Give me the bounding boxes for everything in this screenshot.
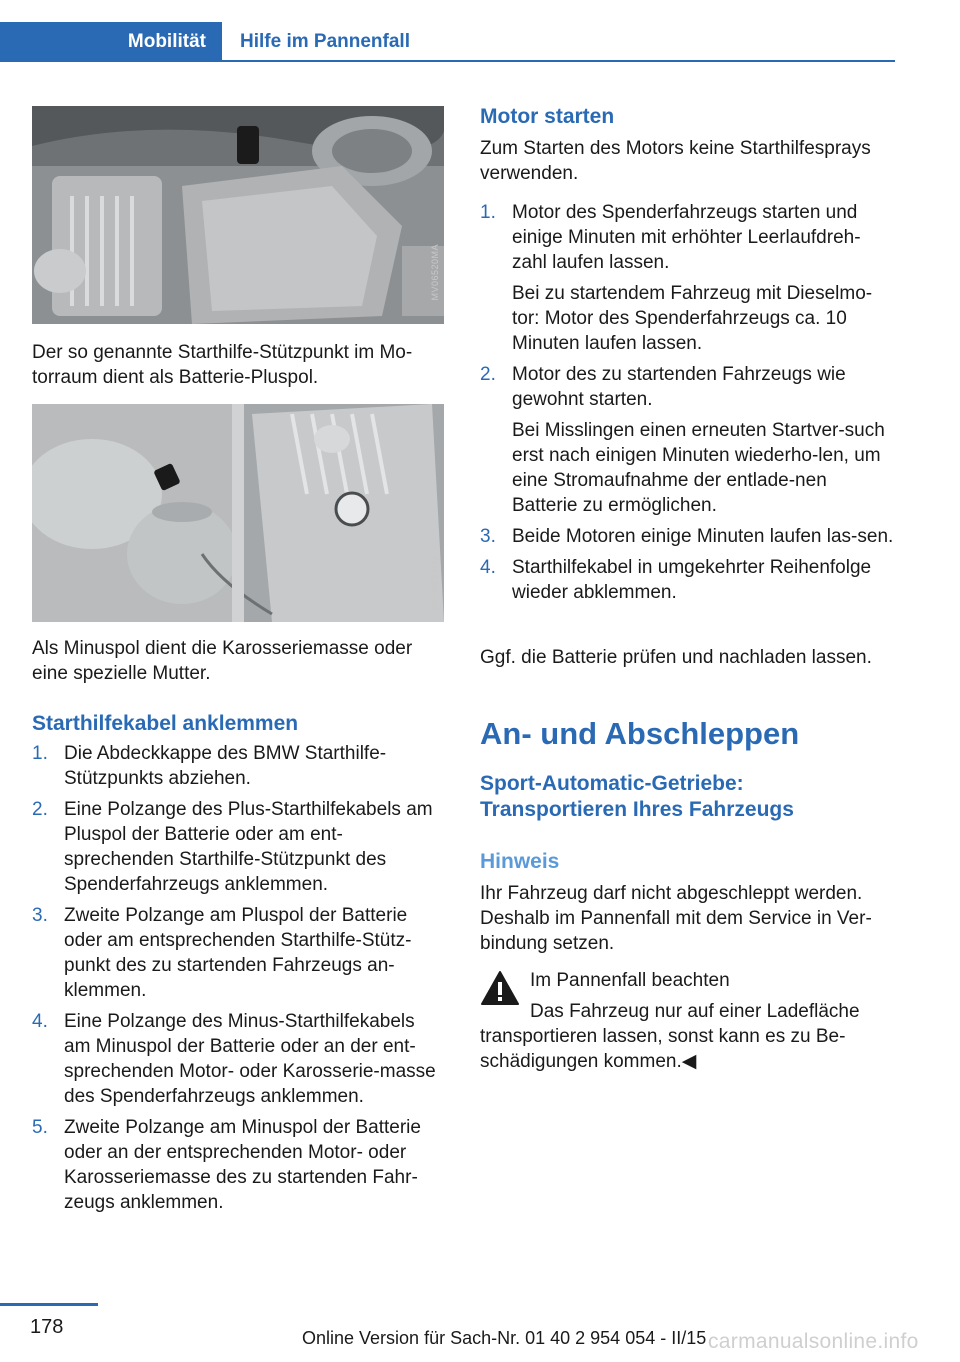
battery-check-text: Ggf. die Batterie prüfen und nachladen lassen. xyxy=(480,647,872,668)
note-title: Hinweis xyxy=(480,850,560,873)
caption-1: Der so genannte Starthilfe-Stützpunkt im Mo-torraum dient als Batterie-Pluspol. xyxy=(32,342,413,388)
list-item xyxy=(480,524,895,549)
step-text: Starthilfekabel in umgekehrter Reihenfolge wieder abklemmen. xyxy=(512,557,872,603)
list-item xyxy=(480,200,895,356)
step-text: Beide Motoren einige Minuten laufen las-sen. xyxy=(512,526,894,547)
warning-title: Im Pannenfall beachten xyxy=(530,970,730,991)
footer-rule xyxy=(0,1303,98,1306)
step-number: 5. xyxy=(32,1117,48,1138)
warning-text: Das Fahrzeug nur auf einer Ladefläche transportieren lassen, sonst kann es zu Be-schädigungen kommen.◀ xyxy=(480,1001,860,1072)
step-number: 1. xyxy=(32,743,48,764)
step-number: 3. xyxy=(480,526,496,547)
tab-mobilitaet[interactable] xyxy=(0,22,222,62)
section-title-motor-starten: Motor starten xyxy=(480,105,615,128)
page-number: 178 xyxy=(30,1316,64,1338)
caption-2: Als Minuspol dient die Karosseriemasse oder eine spezielle Mutter. xyxy=(32,638,413,684)
motor-starten-intro: Zum Starten des Motors keine Starthilfesprays verwenden. xyxy=(480,138,871,184)
watermark: carmanualsonline.info xyxy=(708,1330,919,1353)
step-number: 1. xyxy=(480,202,496,223)
list-item xyxy=(32,903,444,1003)
step-text: Motor des zu startenden Fahrzeugs wie gewohnt starten. xyxy=(512,364,846,410)
step-number: 2. xyxy=(32,799,48,820)
tab-mobilitaet-label: Mobilität xyxy=(127,31,206,52)
tab-hilfe-im-pannenfall[interactable] xyxy=(224,22,424,62)
steps-motor-starten xyxy=(480,200,895,611)
engine-photo-1 xyxy=(32,106,444,324)
steps-anklemmen xyxy=(32,741,444,1221)
list-item xyxy=(32,1009,444,1109)
step-number: 3. xyxy=(32,905,48,926)
sub-title-sport-automatic: Sport-Automatic-Getriebe: Transportieren Ihres Fahrzeugs xyxy=(480,772,794,821)
photo-code-2: MV06523MA xyxy=(430,554,440,611)
header-rule xyxy=(0,60,895,62)
step-text: Die Abdeckkappe des BMW Starthilfe-Stützpunkts abziehen. xyxy=(64,743,387,789)
step-number: 2. xyxy=(480,364,496,385)
tab-hilfe-label: Hilfe im Pannenfall xyxy=(240,31,410,52)
step-text: Zweite Polzange am Pluspol der Batterie oder am entsprechenden Starthilfe-Stütz-punkt des zu startenden Fahrzeugs an-klemmen. xyxy=(64,905,412,1001)
section-title-starthilfekabel: Starthilfekabel anklemmen xyxy=(32,712,299,735)
photo-code-1: MV06520MA xyxy=(430,244,440,301)
step-text: Eine Polzange des Plus-Starthilfekabels am Pluspol der Batterie oder am ent-sprechenden Starthilfe-Stützpunkt des Spenderfahrzeugs anklemmen. xyxy=(64,799,433,895)
list-item xyxy=(480,555,895,605)
list-item xyxy=(32,797,444,897)
list-item xyxy=(32,1115,444,1215)
step-number: 4. xyxy=(32,1011,48,1032)
online-version-text: Online Version für Sach-Nr. 01 40 2 954 054 - II/15 xyxy=(302,1328,707,1348)
list-item xyxy=(32,741,444,791)
list-item xyxy=(480,362,895,518)
engine-photo-2 xyxy=(32,404,444,622)
step-subtext: Bei zu startendem Fahrzeug mit Dieselmo-tor: Motor des Spenderfahrzeugs ca. 10 Minuten laufen lassen. xyxy=(512,283,873,354)
note-text: Ihr Fahrzeug darf nicht abgeschleppt werden. Deshalb im Pannenfall mit dem Service in Ver-bindung setzen. xyxy=(480,883,872,954)
chapter-title-abschleppen: An- und Abschleppen xyxy=(480,716,800,751)
step-text: Zweite Polzange am Minuspol der Batterie oder an der entsprechenden Motor- oder Karosseriemasse des zu startenden Fahr-zeugs anklemmen. xyxy=(64,1117,421,1213)
step-text: Eine Polzange des Minus-Starthilfekabels am Minuspol der Batterie oder an der ent-sprechenden Motor- oder Karosserie-masse des Spenderfahrzeugs anklemmen. xyxy=(64,1011,436,1107)
step-text: Motor des Spenderfahrzeugs starten und einige Minuten mit erhöhter Leerlaufdreh-zahl laufen lassen. xyxy=(512,202,861,273)
step-subtext: Bei Misslingen einen erneuten Startver-such erst nach einigen Minuten wiederho-len, um eine Stromaufnahme der entlade-nen Batterie zu ermöglichen. xyxy=(512,420,885,516)
step-number: 4. xyxy=(480,557,496,578)
